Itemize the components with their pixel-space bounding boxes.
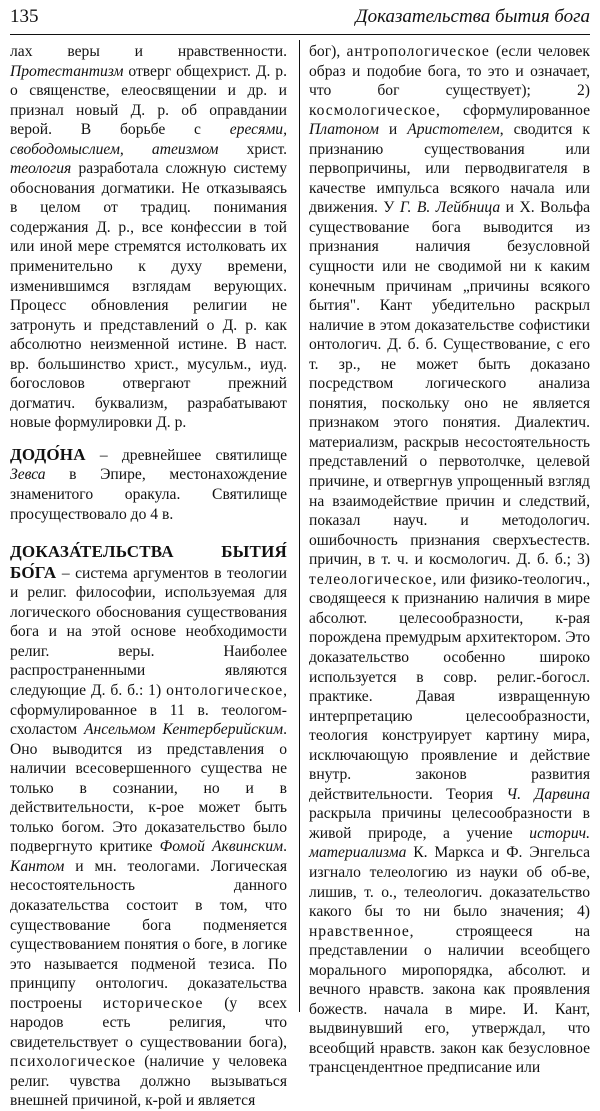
entry-proofs-continuation (309, 42, 590, 1078)
spaced-term: телеологическое (309, 570, 433, 588)
text-run: и (379, 121, 408, 139)
text-run: (если человек образ и подобие бога, то это и означает, что бог существует); 2) (309, 43, 590, 100)
spaced-term: психологическое (10, 1053, 136, 1071)
text-run: , сформулированное (435, 101, 590, 119)
text-run: (наличие у человека религ. чувства должно вызываться внешней причиной, к-рой и является (10, 1053, 287, 1110)
cross-reference: Протестантизм (10, 62, 124, 80)
text-run: и Х. Вольфа существование бога выводится из признания наличия безусловной сущности или не сводимой ни к каким конечным причинам „причины всякого бытия". Кант убедительно раскрыл наличие в этом доказательстве софистики онтологич. Д. б. б. Существование, с его т. зр., не может быть доказано посредством логического анализа понятия, поскольку оно не является признаком этого понятия. Диалектич. материализм, раскрыв несостоятельность представлений о первотолчке, целевой причине, и отвергнув упрощенный взгляд на взаимодействие причин и следствий, показал науч. и методологич. ошибочность признания сверхъестеств. причин, в т. ч. и космологич. Д. б. б.; 3) (309, 199, 590, 569)
spaced-term: нравственное (309, 922, 410, 940)
text-run: (у всех народов есть религия, что свидетельствует о существовании бога), (10, 994, 287, 1051)
entry-headword: ДОДО́НА (10, 444, 86, 464)
cross-reference: Ансельмом Кентерберийским (83, 721, 284, 739)
left-column (10, 42, 287, 1111)
entry-proofs-of-god (10, 542, 287, 1111)
column-separator (299, 40, 300, 1012)
spaced-term: антропологическое (346, 43, 490, 60)
text-run: . Оно выводится из представления о наличии всесовершенного существа не только в сознании, но и в действительности, к-рое может быть только богом. Это доказательство было подвергнуто критике (10, 721, 287, 856)
cross-reference: Кантом (10, 857, 65, 875)
spaced-term: космологическое (309, 101, 436, 119)
text-run: – древнейшее святилище (85, 446, 287, 464)
text-run: отверг общехрист. Д. р. о священстве, елеосвящении и др. и признал новый Д. р. об оправдании верой. В борьбе с (10, 62, 287, 139)
cross-reference: ересями, свободомыслием, атеизмом (10, 121, 287, 158)
entry-dodona (10, 445, 287, 524)
cross-reference: Ч. Дарвина (506, 785, 591, 803)
running-head: Доказательства бытия бога (355, 6, 590, 27)
cross-reference: Платоном (309, 121, 379, 139)
text-run: , строящееся на представлении о наличии всеобщего морального миропорядка, абсолют. и вечного нравств. закона как проявления божеств. начала в мире. И. Кант, выдвинувший его, утверждал, что всеобщий нравств. закон как безусловное трансцендентное предписание или (309, 922, 590, 1077)
cross-reference: Фомой Аквинским (159, 838, 284, 856)
right-column (309, 42, 590, 1078)
page-number: 135 (10, 6, 39, 27)
text-run: лах веры и нравственности. (10, 43, 287, 60)
text-run: и мн. теологами. Логическая несостоятельность данного доказательства состоит в том, что существование бога подменяется существованием понятия о боге, в логике это называется подменой тезиса. По принципу онтологич. доказательства построены (10, 857, 287, 1012)
text-run: в Эпире, местонахождение знаменитого оракула. Святилище просуществовало до 4 в. (10, 466, 287, 523)
cross-reference: Зевса (10, 466, 46, 484)
text-run: , или физико-теологич., сводящееся к признанию наличия в мире абсолют. целесообразности, к-рая порождена премудрым архитектором. Это доказательство особенно широко используется в совр. религ.-богосл. практике. Давая извращенную интерпретацию целесообразности, теология конструирует картину мира, исключающую проявление и действие внутр. законов развития действительности. Теория (309, 570, 590, 803)
text-run: христ. (218, 140, 287, 158)
text-run: . (283, 838, 287, 856)
entry-dogmas-continuation (10, 42, 287, 433)
spaced-term: историческое (102, 994, 204, 1012)
cross-reference: историч. материализма (309, 824, 590, 862)
cross-reference: теология (10, 160, 72, 178)
cross-reference: Аристотелем (407, 121, 500, 139)
cross-reference: Г. В. Лейбница (399, 199, 501, 217)
text-run: – система аргументов в теологии и религ. философии, используемая для логического обоснования существования бога и на этой основе необходимости религ. веры. Наиболее распространенными являются следующие Д. б. б.: 1) (10, 564, 287, 699)
text-run: раскрыла причины целесообразности в живой природе, а учение (309, 805, 590, 842)
text-run: бог), (309, 43, 347, 60)
entry-headword: ДОКАЗА́ТЕЛЬСТВА БЫТИЯ́ БО́ГА (10, 542, 287, 582)
header-rule (10, 34, 590, 35)
text-run: , сводится к признанию существования или первопричины, или перводвигателя в качестве импульса всякого начала или движения. У (309, 121, 590, 217)
text-run: разработала сложную систему обоснования догматики. Не отказываясь в целом от традиц. понимания содержания Д. р., все конфессии в той или иной мере стремятся истолковать их применительно к духу времени, изменившимся взглядам верующих. Процесс обновления религии не затронуть и представлений о Д. р. как абсолютно неизменной истине. В наст. вр. большинство христ., мусульм., иуд. богословов отвергают прежний догматич. буквализм, разрабатывают новые формулировки Д. р. (10, 160, 287, 432)
text-run: К. Маркса и Ф. Энгельса изгнало телеологию из науки об об-ве, лишив, т. о., телеологич. доказательство какого бы то ни было значения; 4) (309, 844, 590, 921)
spaced-term: онтологическое (166, 681, 284, 699)
text-run: , сформулированное в 11 в. теологом-схоластом (10, 681, 287, 739)
